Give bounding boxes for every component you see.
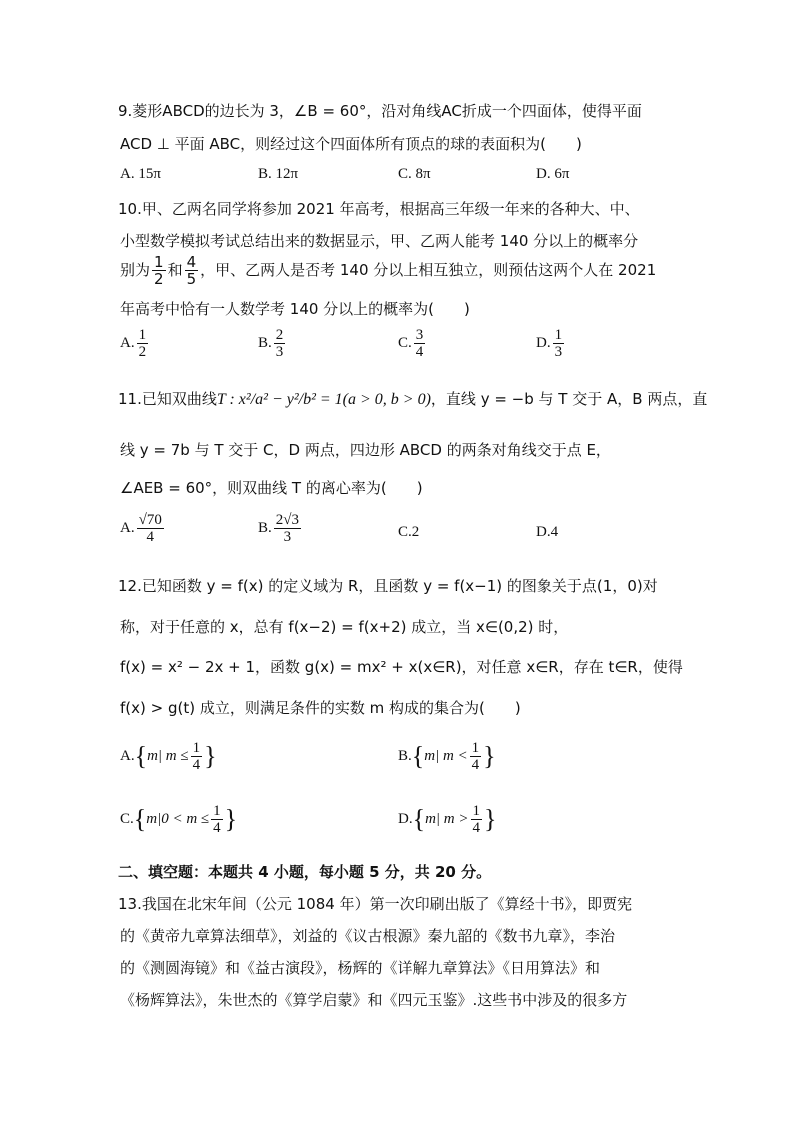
q9-option-d: D. 6π (536, 166, 570, 182)
q12-option-a: A.{m| m ≤ $\frac{1}{4}$ } (120, 740, 217, 773)
q10-option-d (536, 327, 566, 360)
q13-line3: 的《测圆海镜》和《益古演段》，杨辉的《详解九章算法》《日用算法》和 (120, 959, 601, 977)
q10-fraction-1 (152, 254, 166, 287)
q10-frac2-num: 4 (186, 253, 197, 271)
q10-option-a-den: 2 (138, 344, 147, 360)
q9-option-c: C. 8π (398, 166, 431, 182)
q13-line1: 13.我国在北宋年间（公元 1084 年）第一次印刷出版了《算经十书》，即贾宪 (118, 895, 633, 913)
q10-option-b-den: 3 (275, 344, 284, 360)
q13-line2: 的《黄帝九章算法细草》，刘益的《议古根源》秦九韶的《数书九章》，李治 (120, 927, 616, 945)
q10-fraction-2 (185, 254, 199, 287)
q11-line1 (118, 389, 707, 410)
q12-option-b: B.{m| m < $\frac{1}{4}$ } (398, 740, 496, 773)
q10-line1: 10.甲、乙两名同学将参加 2021 年高考，根据高三年级一年来的各种大、中、 (118, 200, 640, 218)
q10-frac2-den: 5 (186, 270, 197, 288)
q10-option-c-num: 3 (415, 327, 424, 343)
q12-line2: 称，对于任意的 x，总有 f(x−2) = f(x+2) 成立，当 x∈(0,2) 时， (120, 618, 569, 636)
q12-option-d-set: m| m > (425, 810, 469, 827)
q12-option-c-num: 1 (213, 803, 221, 819)
q10-option-a-label: A. (120, 334, 135, 351)
q12-option-b-den: 4 (471, 757, 480, 773)
q12-option-b-set: m| m < (424, 747, 468, 764)
q12-line1: 12.已知函数 y = f(x) 的定义域为 R，且函数 y = f(x−1) 的图象关于点(1，0)对 (118, 577, 658, 595)
q11-pre: 11.已知双曲线 (118, 390, 217, 408)
q11-curve: T : x²/a² − y²/b² = 1(a > 0, b > 0) (216, 391, 431, 408)
q12-option-c-label: C. (120, 810, 134, 827)
q12-option-a-den: 4 (192, 757, 201, 773)
q12-option-a-set: m| m ≤ (147, 747, 189, 764)
q12-line3: f(x) = x² − 2x + 1，函数 g(x) = mx² + x(x∈R)，对任意 x∈R，存在 t∈R，使得 (120, 658, 683, 676)
q11-option-a-label: A. (120, 519, 135, 536)
q12-line4: f(x) > g(t) 成立，则满足条件的实数 m 构成的集合为( ) (120, 699, 521, 717)
q10-option-b-label: B. (258, 334, 272, 351)
q10-option-c-label: C. (398, 334, 412, 351)
q9-line2: ACD ⊥ 平面 ABC，则经过这个四面体所有顶点的球的表面积为( ) (120, 135, 582, 153)
q10-line3 (120, 252, 656, 288)
q10-option-b-num: 2 (275, 327, 284, 343)
q11-option-d: D.4 (536, 524, 559, 540)
q11-option-b-num: 2√3 (275, 512, 299, 528)
q10-option-d-num: 1 (554, 327, 563, 343)
q11-option-b (258, 512, 303, 545)
q10-option-a-num: 1 (138, 327, 147, 343)
q10-frac1-num: 1 (154, 253, 164, 271)
q10-option-b (258, 327, 287, 360)
q13-line4: 《杨辉算法》，朱世杰的《算学启蒙》和《四元玉鉴》.这些书中涉及的很多方 (120, 991, 628, 1009)
q11-option-a (120, 512, 166, 545)
q11-line3: ∠AEB = 60°，则双曲线 T 的离心率为( ) (120, 479, 423, 497)
q12-option-a-label: A. (120, 747, 135, 764)
q11-post: ，直线 y = −b 与 T 交于 A，B 两点，直 (430, 390, 708, 408)
q10-option-c (398, 327, 427, 360)
q10-line3-post: ，甲、乙两人是否考 140 分以上相互独立，则预估这两个人在 2021 (200, 261, 657, 279)
q10-option-d-label: D. (536, 334, 551, 351)
q9-option-b: B. 12π (258, 166, 299, 182)
section-heading-fill-in: 二、填空题：本题共 4 小题，每小题 5 分，共 20 分。 (118, 863, 492, 881)
q12-option-d-label: D. (398, 810, 413, 827)
q12-option-b-num: 1 (471, 740, 480, 756)
q10-option-a (120, 327, 150, 360)
q10-frac1-den: 2 (154, 270, 164, 288)
q12-option-b-label: B. (398, 747, 412, 764)
q10-line2: 小型数学模拟考试总结出来的数据显示，甲、乙两人能考 140 分以上的概率分 (120, 232, 639, 250)
q12-option-c-den: 4 (213, 820, 221, 836)
q12-option-c-set: m|0 < m ≤ (146, 810, 210, 827)
q12-option-c: C.{m|0 < m ≤ $\frac{1}{4}$ } (120, 803, 238, 836)
q10-option-c-den: 4 (415, 344, 424, 360)
q11-option-a-den: 4 (146, 529, 154, 545)
q10-line3-mid: 和 (167, 261, 183, 279)
q9-line1: 9.菱形ABCD的边长为 3，∠B = 60°，沿对角线AC折成一个四面体，使得平面 (118, 102, 642, 120)
q12-option-d-num: 1 (472, 803, 480, 819)
q11-option-c: C.2 (398, 524, 420, 540)
q12-option-d: D.{m| m > $\frac{1}{4}$ } (398, 803, 497, 836)
q10-line3-pre: 别为 (120, 261, 151, 279)
q10-option-d-den: 3 (554, 344, 563, 360)
q11-line2: 线 y = 7b 与 T 交于 C，D 两点，四边形 ABCD 的两条对角线交于点 E， (120, 441, 611, 459)
q11-option-b-label: B. (258, 519, 272, 536)
q10-line4: 年高考中恰有一人数学考 140 分以上的概率为( ) (120, 300, 470, 318)
q12-option-d-den: 4 (472, 820, 480, 836)
q12-option-a-num: 1 (192, 740, 201, 756)
q9-option-a: A. 15π (120, 166, 161, 182)
q11-option-b-den: 3 (283, 529, 292, 545)
q11-option-a-num: √70 (138, 512, 162, 528)
